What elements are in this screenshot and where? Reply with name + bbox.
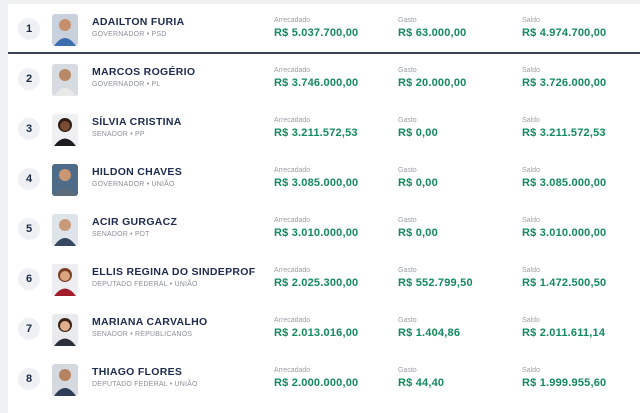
candidate-row[interactable]	[8, 104, 640, 154]
gasto-value: R$ 552.799,50	[398, 277, 473, 289]
candidate-row[interactable]	[8, 254, 640, 304]
arrecadado-value: R$ 3.746.000,00	[274, 77, 359, 89]
candidate-name: ACIR GURGACZ	[92, 216, 178, 228]
candidate-role: DEPUTADO FEDERAL • UNIÃO	[92, 381, 198, 388]
saldo-label: Saldo	[522, 67, 540, 74]
rank-badge: 1	[18, 18, 40, 40]
candidate-row[interactable]	[8, 404, 640, 413]
saldo-label: Saldo	[522, 367, 540, 374]
gasto-value: R$ 20.000,00	[398, 77, 467, 89]
arrecadado-label: Arrecadado	[274, 267, 311, 274]
rank-badge: 7	[18, 318, 40, 340]
saldo-value: R$ 3.010.000,00	[522, 227, 607, 239]
saldo-label: Saldo	[522, 117, 540, 124]
candidate-name: THIAGO FLORES	[92, 366, 183, 378]
arrecadado-value: R$ 3.010.000,00	[274, 227, 359, 239]
arrecadado-value: R$ 3.211.572,53	[274, 127, 358, 139]
person-photo-icon	[52, 114, 78, 146]
candidate-name: ELLIS REGINA DO SINDEPROF	[92, 266, 256, 278]
saldo-value: R$ 3.726.000,00	[522, 77, 607, 89]
candidate-name: ADAILTON FURIA	[92, 16, 185, 28]
saldo-value: R$ 3.211.572,53	[522, 127, 606, 139]
gasto-label: Gasto	[398, 67, 417, 74]
rank-badge: 5	[18, 218, 40, 240]
arrecadado-label: Arrecadado	[274, 317, 311, 324]
gasto-value: R$ 0,00	[398, 227, 438, 239]
arrecadado-label: Arrecadado	[274, 117, 311, 124]
saldo-label: Saldo	[522, 317, 540, 324]
arrecadado-value: R$ 5.037.700,00	[274, 27, 359, 39]
arrecadado-label: Arrecadado	[274, 367, 311, 374]
candidate-role: GOVERNADOR • PL	[92, 81, 161, 88]
person-photo-icon	[52, 264, 78, 296]
gasto-label: Gasto	[398, 217, 417, 224]
arrecadado-label: Arrecadado	[274, 67, 311, 74]
arrecadado-label: Arrecadado	[274, 217, 311, 224]
saldo-label: Saldo	[522, 267, 540, 274]
rank-badge: 8	[18, 368, 40, 390]
gasto-value: R$ 44,40	[398, 377, 445, 389]
rank-badge: 4	[18, 168, 40, 190]
candidate-role: SENADOR • PDT	[92, 231, 150, 238]
gasto-label: Gasto	[398, 117, 417, 124]
person-photo-icon	[52, 364, 78, 396]
rank-badge: 3	[18, 118, 40, 140]
candidate-role: DEPUTADO FEDERAL • UNIÃO	[92, 281, 198, 288]
gasto-label: Gasto	[398, 167, 417, 174]
candidate-row[interactable]	[8, 354, 640, 404]
candidate-name: SÍLVIA CRISTINA	[92, 116, 182, 128]
gasto-value: R$ 0,00	[398, 177, 438, 189]
candidate-role: GOVERNADOR • PSD	[92, 31, 167, 38]
arrecadado-label: Arrecadado	[274, 167, 311, 174]
gasto-label: Gasto	[398, 17, 417, 24]
candidate-role: GOVERNADOR • UNIÃO	[92, 181, 175, 188]
person-photo-icon	[52, 314, 78, 346]
arrecadado-value: R$ 3.085.000,00	[274, 177, 359, 189]
gasto-value: R$ 63.000,00	[398, 27, 467, 39]
gasto-label: Gasto	[398, 367, 417, 374]
gasto-label: Gasto	[398, 267, 417, 274]
person-photo-icon	[52, 214, 78, 246]
arrecadado-label: Arrecadado	[274, 17, 311, 24]
candidate-role: SENADOR • REPUBLICANOS	[92, 331, 193, 338]
gasto-value: R$ 1.404,86	[398, 327, 461, 339]
arrecadado-value: R$ 2.013.016,00	[274, 327, 359, 339]
person-photo-icon	[52, 14, 78, 46]
candidate-row[interactable]	[8, 54, 640, 104]
candidate-row[interactable]	[8, 154, 640, 204]
rank-badge: 6	[18, 268, 40, 290]
saldo-value: R$ 3.085.000,00	[522, 177, 607, 189]
rank-badge: 2	[18, 68, 40, 90]
candidate-role: SENADOR • PP	[92, 131, 145, 138]
arrecadado-value: R$ 2.000.000,00	[274, 377, 359, 389]
person-photo-icon	[52, 64, 78, 96]
candidate-row[interactable]	[8, 304, 640, 354]
candidate-name: MARIANA CARVALHO	[92, 316, 208, 328]
saldo-label: Saldo	[522, 17, 540, 24]
saldo-value: R$ 2.011.611,14	[522, 327, 606, 339]
arrecadado-value: R$ 2.025.300,00	[274, 277, 359, 289]
candidate-name: HILDON CHAVES	[92, 166, 183, 178]
person-photo-icon	[52, 164, 78, 196]
saldo-label: Saldo	[522, 167, 540, 174]
candidate-row[interactable]	[8, 4, 640, 54]
saldo-value: R$ 1.472.500,50	[522, 277, 607, 289]
gasto-label: Gasto	[398, 317, 417, 324]
saldo-value: R$ 1.999.955,60	[522, 377, 607, 389]
candidate-row[interactable]	[8, 204, 640, 254]
candidate-name: MARCOS ROGÉRIO	[92, 66, 196, 78]
saldo-label: Saldo	[522, 217, 540, 224]
gasto-value: R$ 0,00	[398, 127, 438, 139]
saldo-value: R$ 4.974.700,00	[522, 27, 607, 39]
